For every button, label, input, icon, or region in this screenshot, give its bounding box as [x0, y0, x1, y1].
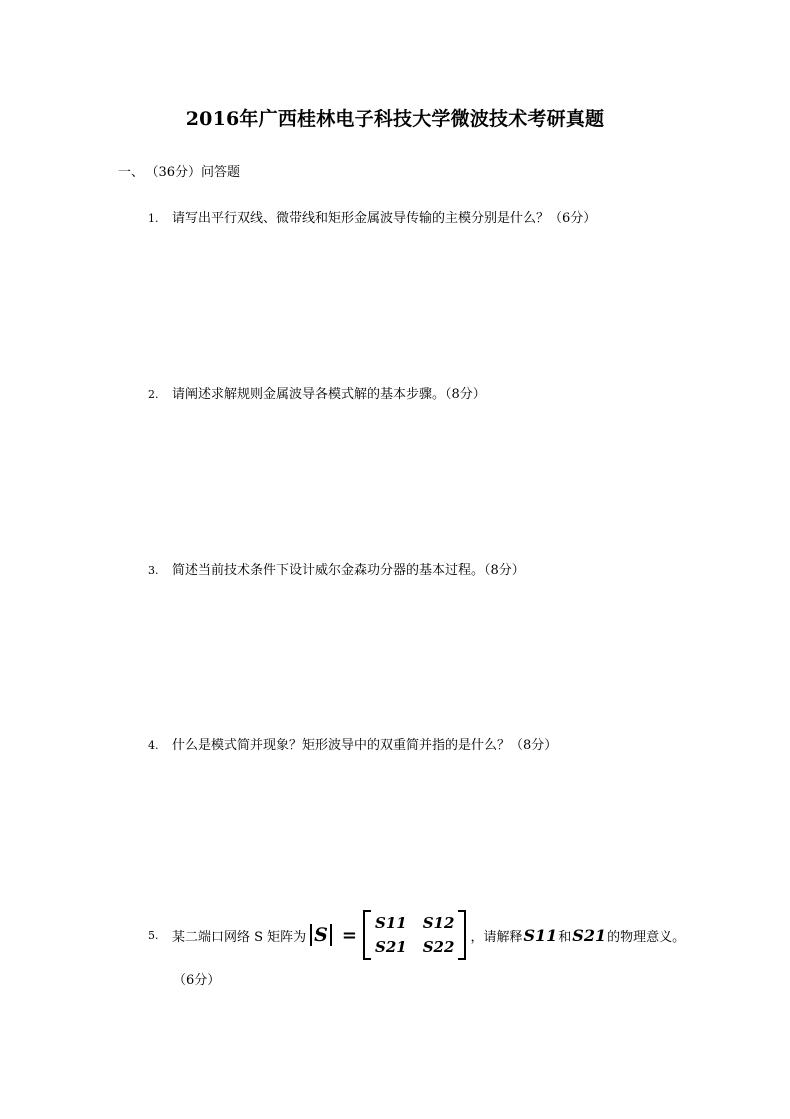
question-3: [148, 561, 525, 581]
matrix-cell-s12: S12: [422, 914, 455, 932]
section-number: 一、: [118, 165, 145, 180]
exam-title: 2016年广西桂林电子科技大学微波技术考研真题: [185, 108, 605, 130]
conjunction: 和: [558, 929, 572, 945]
section-text: （36分）问答题: [152, 165, 241, 180]
question-text: 什么是模式简并现象？矩形波导中的双重简并指的是什么？（8分）: [172, 738, 558, 753]
question-text-prefix: 某二端口网络 S 矩阵为: [172, 929, 307, 945]
s-matrix: [363, 910, 466, 960]
abs-bar-left: [310, 924, 312, 946]
equals-sign: =: [341, 924, 357, 946]
question-number: 5.: [148, 928, 159, 942]
matrix-symbol: [308, 924, 334, 946]
question-1: [148, 209, 596, 229]
question-2: [148, 385, 486, 405]
matrix-cell-s11: S11: [375, 914, 407, 932]
question-number: 3.: [148, 564, 159, 577]
question-4: [148, 736, 557, 756]
question-number: 4.: [148, 739, 159, 752]
question-text: 简述当前技术条件下设计威尔金森功分器的基本过程。（8分）: [172, 563, 525, 578]
term-s21: S21: [572, 925, 607, 945]
abs-bar-right: [330, 924, 332, 946]
question-number: 2.: [148, 388, 159, 401]
matrix-bracket-left: [363, 910, 371, 960]
question-text: 请阐述求解规则金属波导各模式解的基本步骤。（8分）: [172, 387, 486, 402]
question-5: [148, 906, 685, 964]
section-heading: [118, 161, 240, 180]
matrix-bracket-right: [458, 910, 466, 960]
matrix-cell-s22: S22: [422, 938, 455, 956]
question-text-suffix: 的物理意义。: [607, 929, 686, 945]
question-5-points: （6分）: [173, 973, 221, 988]
question-text-mid: ，请解释: [470, 929, 523, 945]
matrix-symbol-letter: S: [314, 924, 328, 946]
matrix-grid: [371, 910, 458, 960]
question-text: 请写出平行双线、微带线和矩形金属波导传输的主模分别是什么？（6分）: [172, 211, 597, 226]
term-s11: S11: [523, 925, 558, 945]
matrix-cell-s21: S21: [375, 938, 407, 956]
question-number: 1.: [148, 212, 159, 225]
